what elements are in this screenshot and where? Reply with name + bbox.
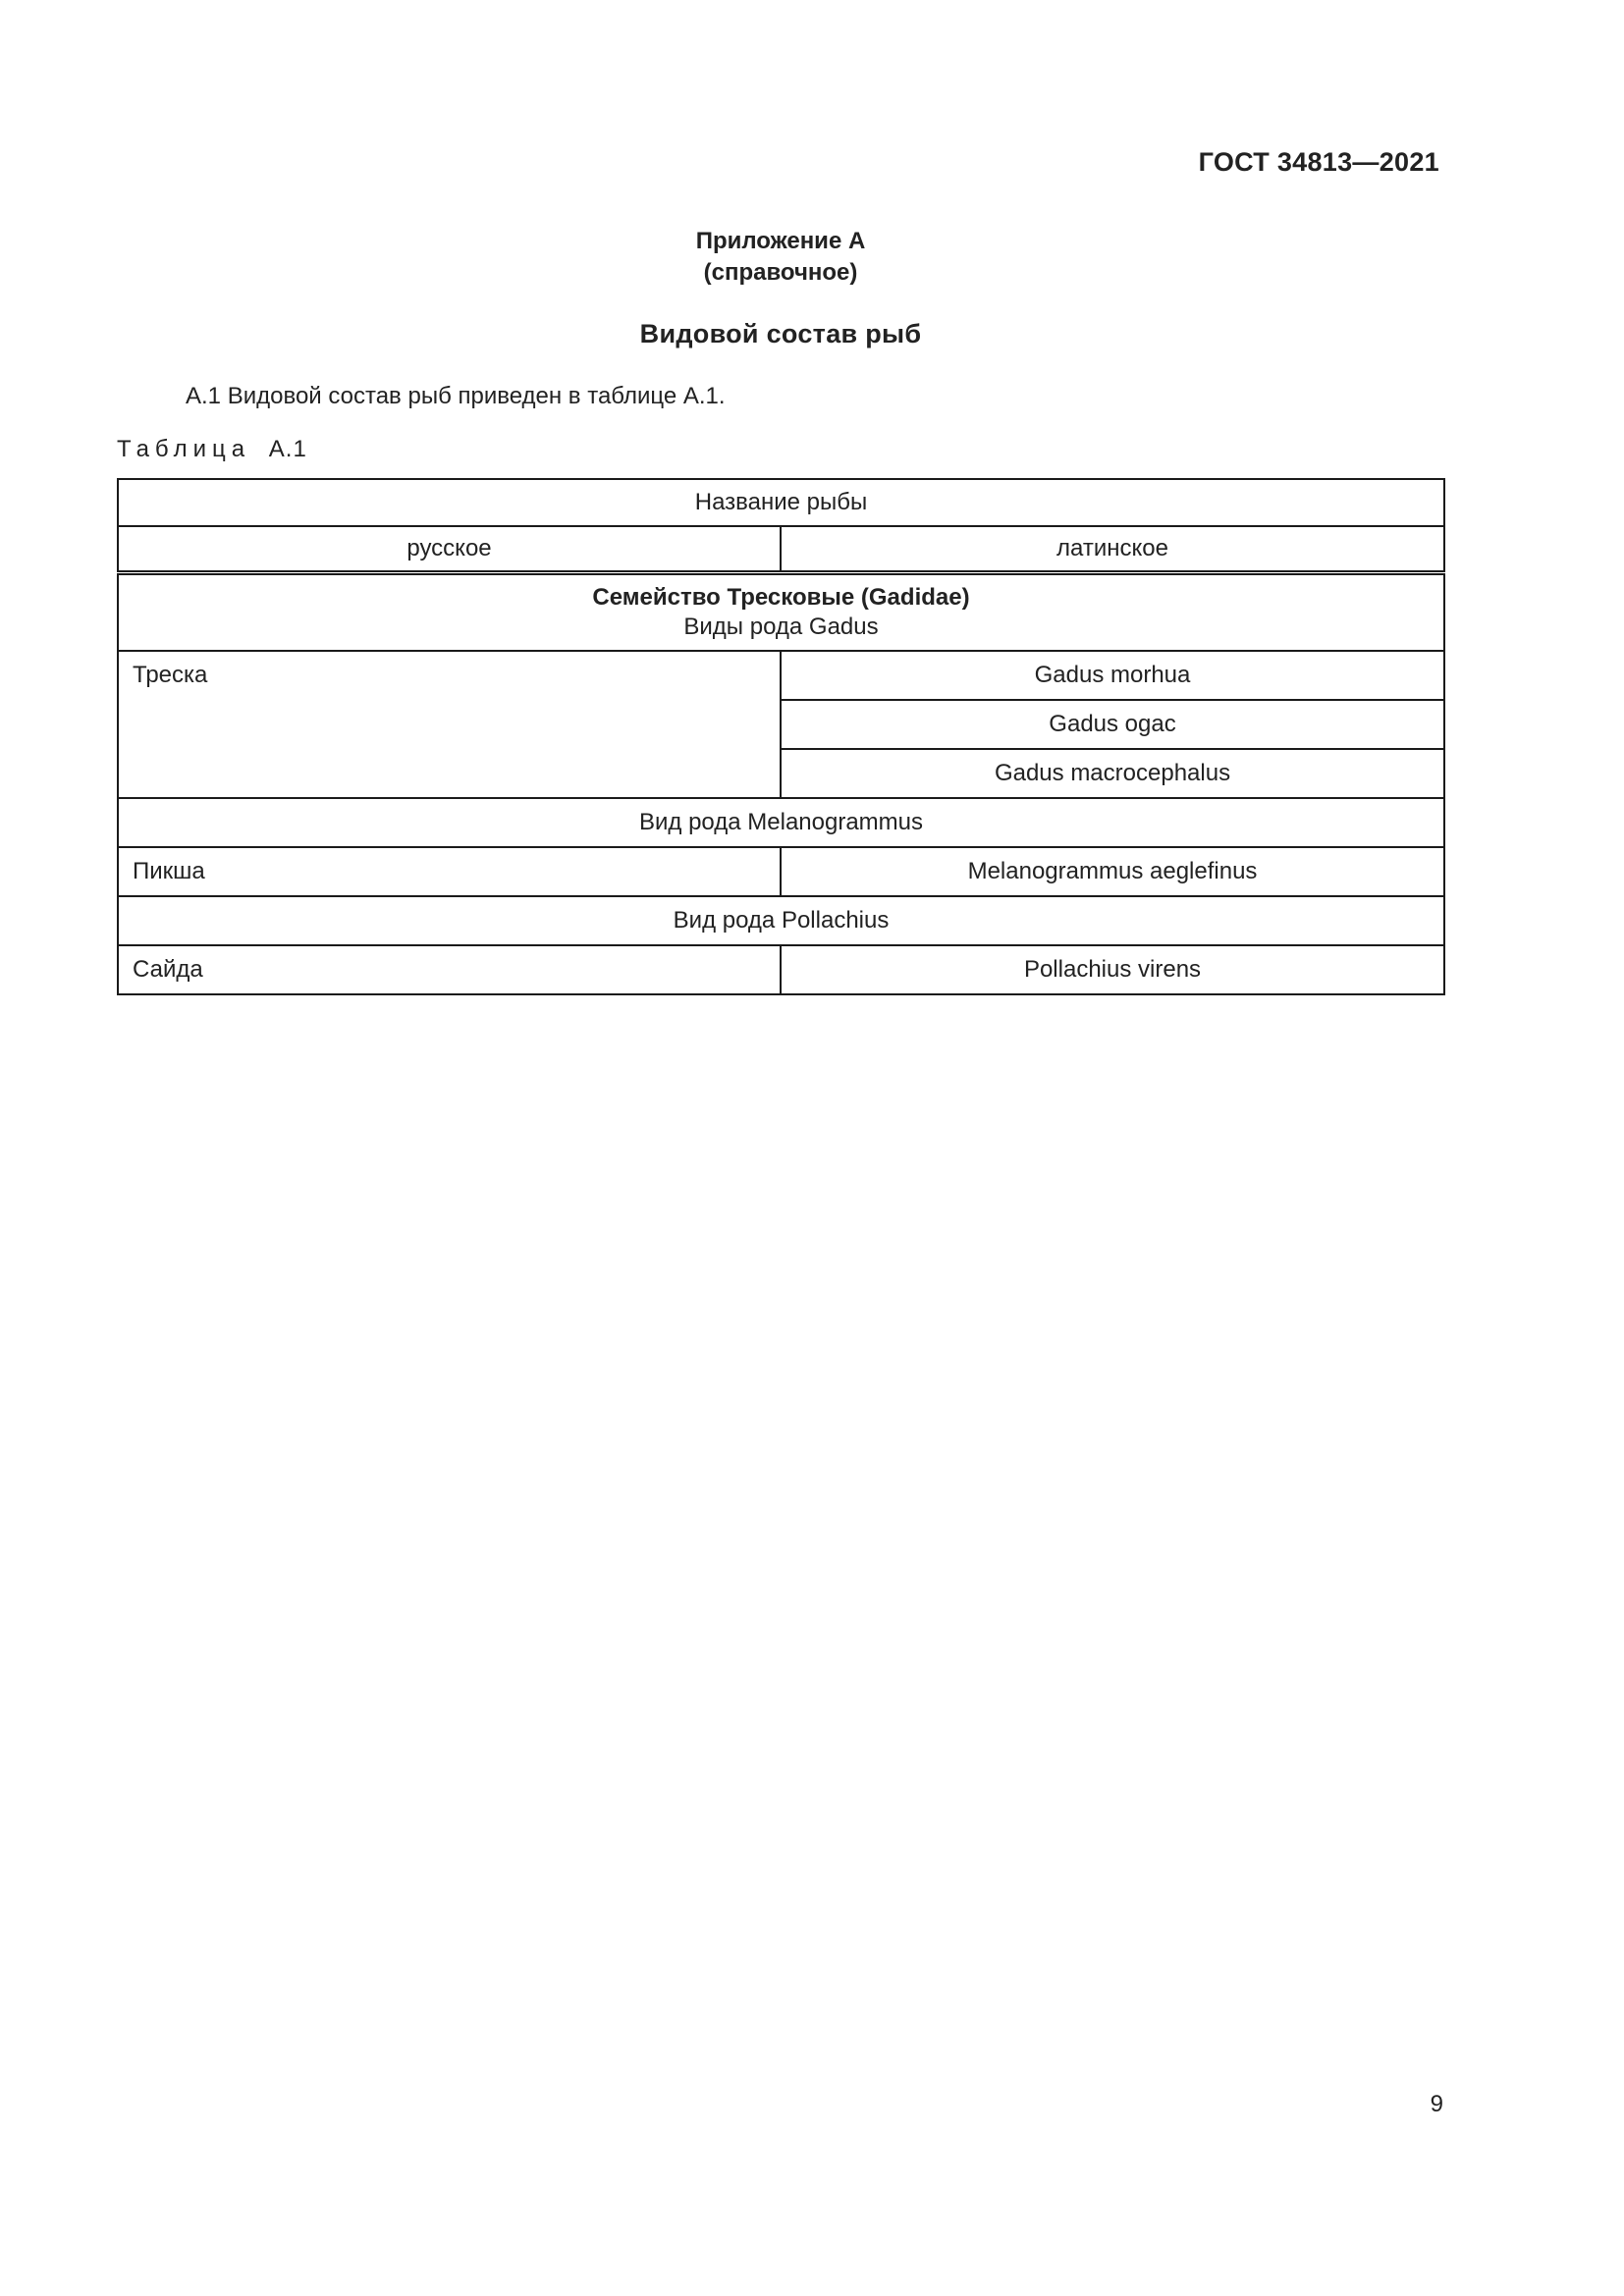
- appendix-title: Приложение А: [695, 228, 866, 254]
- genus-pollachius-label: Вид рода Pollachius: [118, 896, 1444, 945]
- table-subheader-row: [118, 526, 1444, 573]
- cod-latin-2: Gadus ogac: [781, 700, 1444, 749]
- intro-paragraph: А.1 Видовой состав рыб приведен в таблице А.1.: [186, 383, 726, 409]
- species-table: [117, 478, 1445, 995]
- table-header-row: [118, 479, 1444, 526]
- table-caption-number: А.1: [268, 436, 307, 462]
- saithe-latin: Pollachius virens: [781, 945, 1444, 994]
- genus-row: [118, 798, 1444, 847]
- saithe-russian: Сайда: [118, 945, 781, 994]
- header-fish-name: Название рыбы: [118, 479, 1444, 526]
- table-row: [118, 847, 1444, 896]
- family-row: [118, 573, 1444, 652]
- table-row: [118, 945, 1444, 994]
- document-code: ГОСТ 34813—2021: [1198, 147, 1439, 177]
- table-caption-word: Таблица: [117, 436, 251, 462]
- haddock-latin: Melanogrammus aeglefinus: [781, 847, 1444, 896]
- genus-gadus-label: Виды рода Gadus: [683, 614, 879, 640]
- section-heading: Видовой состав рыб: [639, 319, 922, 348]
- family-cell: [118, 573, 1444, 652]
- cod-russian: Треска: [118, 651, 781, 798]
- appendix-title-block: [0, 226, 1561, 289]
- page-number: 9: [1430, 2091, 1443, 2117]
- genus-melanogrammus-label: Вид рода Melanogrammus: [118, 798, 1444, 847]
- header-russian: русское: [118, 526, 781, 573]
- table-caption: [117, 436, 307, 463]
- appendix-subtitle: (справочное): [703, 259, 858, 286]
- cod-latin-3: Gadus macrocephalus: [781, 749, 1444, 798]
- family-name: Семейство Тресковые (Gadidae): [592, 584, 970, 611]
- table-row: [118, 651, 1444, 700]
- header-latin: латинское: [781, 526, 1444, 573]
- cod-latin-1: Gadus morhua: [781, 651, 1444, 700]
- haddock-russian: Пикша: [118, 847, 781, 896]
- genus-row: [118, 896, 1444, 945]
